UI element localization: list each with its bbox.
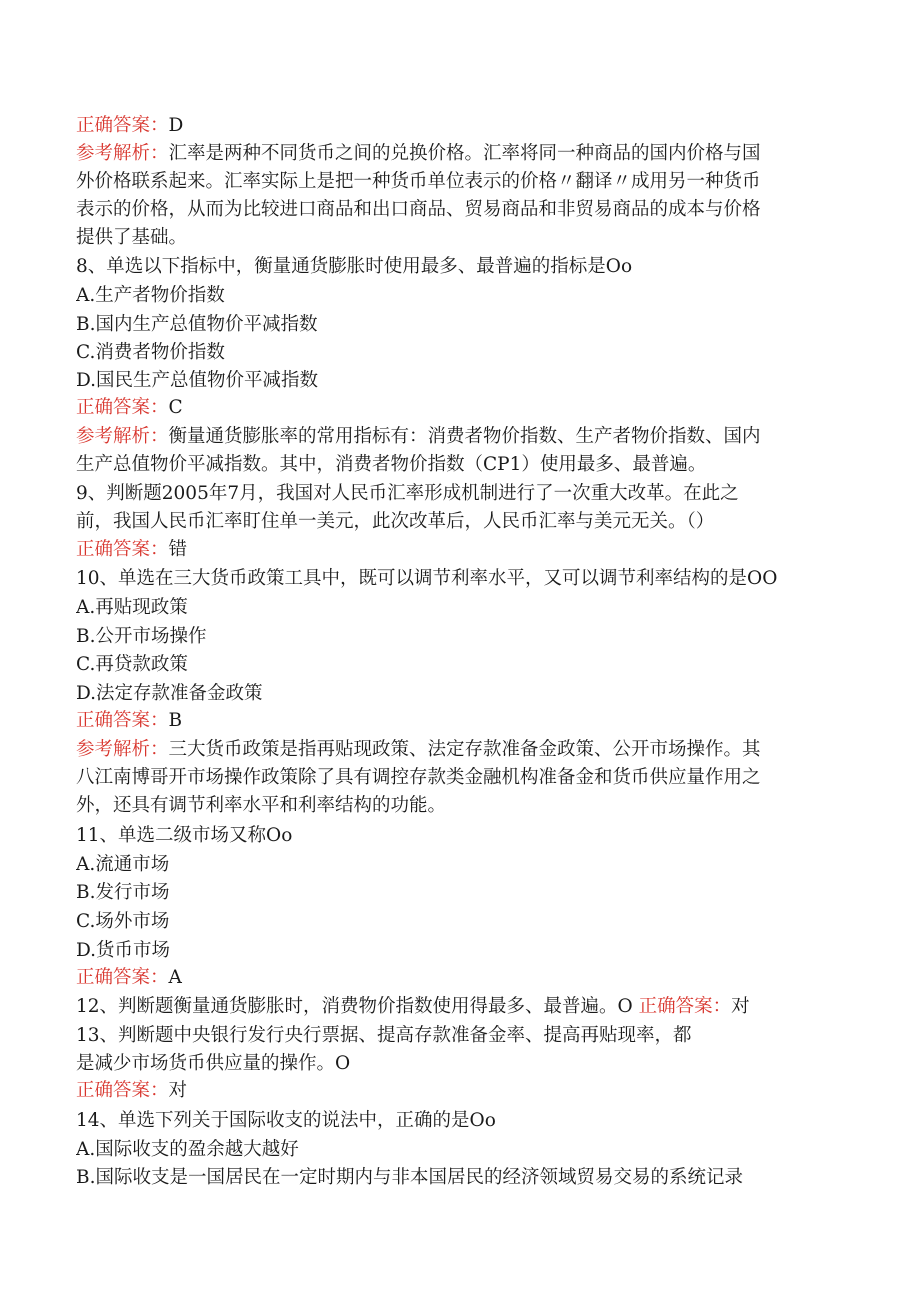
analysis-text: 三大货币政策是指再贴现政策、法定存款准备金政策、公开市场操作。其	[168, 739, 761, 760]
question-stem: 9、判断题2005年7月，我国对人民币汇率形成机制进行了一次重大改革。在此之	[76, 483, 739, 504]
answer-label: 正确答案：	[76, 397, 169, 418]
analysis-text: 外，还具有调节利率水平和利率结构的功能。	[76, 795, 447, 816]
question-stem: 前，我国人民币汇率盯住单一美元，此次改革后，人民币汇率与美元无关。（）	[76, 511, 715, 532]
option-a: A.国际收支的盈余越大越好	[76, 1139, 299, 1160]
answer-label: 正确答案：	[76, 539, 169, 560]
analysis-label: 参考解析：	[76, 739, 169, 760]
option-a: A.再贴现政策	[76, 597, 188, 618]
analysis-text: 汇率是两种不同货币之间的兑换价格。汇率将同一种商品的国内价格与国	[168, 143, 761, 164]
question-stem: 8、单选以下指标中，衡量通货膨胀时使用最多、最普遍的指标是Oo	[76, 256, 633, 277]
question-with-answer	[76, 993, 856, 1021]
answer-label: 正确答案：	[638, 996, 732, 1017]
analysis-text: 衡量通货膨胀率的常用指标有：消费者物价指数、生产者物价指数、国内	[168, 426, 761, 447]
answer-line	[76, 112, 856, 140]
analysis-line	[76, 736, 856, 764]
analysis-text: 提供了基础。	[76, 227, 188, 248]
analysis-line	[76, 140, 856, 168]
answer-line	[76, 394, 856, 422]
option-d: D.法定存款准备金政策	[76, 683, 263, 704]
option-c: C.场外市场	[76, 911, 170, 932]
analysis-text: 外价格联系起来。汇率实际上是把一种货币单位表示的价格〃翻译〃成用另一种货币	[76, 171, 761, 192]
answer-line	[76, 964, 856, 992]
answer-label: 正确答案：	[76, 1080, 169, 1101]
option-b: B.国内生产总值物价平减指数	[76, 314, 318, 335]
answer-value: 错	[168, 539, 188, 560]
analysis-text: 生产总值物价平减指数。其中，消费者物价指数（CP1）使用最多、最普遍。	[76, 454, 707, 475]
option-d: D.货币市场	[76, 940, 171, 961]
answer-value: 对	[168, 1080, 188, 1101]
analysis-label: 参考解析：	[76, 143, 169, 164]
answer-label: 正确答案：	[76, 967, 169, 988]
answer-value: C	[168, 397, 183, 418]
analysis-line	[76, 423, 856, 451]
question-stem: 14、单选下列关于国际收支的说法中，正确的是Oo	[76, 1110, 496, 1131]
question-stem: 11、单选二级市场又称Oo	[76, 825, 293, 846]
option-c: C.再贷款政策	[76, 654, 188, 675]
question-stem: 是减少市场货币供应量的操作。O	[76, 1053, 351, 1074]
answer-value: B	[168, 710, 183, 731]
option-b: B.国际收支是一国居民在一定时期内与非本国居民的经济领域贸易交易的系统记录	[76, 1167, 743, 1188]
answer-value: A	[168, 967, 182, 988]
answer-value: D	[168, 115, 184, 136]
question-stem: 10、单选在三大货币政策工具中，既可以调节利率水平，又可以调节利率结构的是OO	[76, 568, 778, 589]
analysis-label: 参考解析：	[76, 426, 169, 447]
answer-label: 正确答案：	[76, 115, 169, 136]
option-b: B.公开市场操作	[76, 626, 207, 647]
question-stem: 13、判断题中央银行发行央行票据、提高存款准备金率、提高再贴现率，都	[76, 1025, 692, 1046]
answer-line	[76, 707, 856, 735]
answer-line	[76, 1077, 856, 1105]
analysis-text: 八江南博哥开市场操作政策除了具有调控存款类金融机构准备金和货币供应量作用之	[76, 767, 761, 788]
option-c: C.消费者物价指数	[76, 342, 225, 363]
option-b: B.发行市场	[76, 882, 170, 903]
answer-label: 正确答案：	[76, 710, 169, 731]
option-a: A.生产者物价指数	[76, 285, 225, 306]
analysis-text: 表示的价格，从而为比较进口商品和出口商品、贸易商品和非贸易商品的成本与价格	[76, 199, 761, 220]
option-a: A.流通市场	[76, 854, 170, 875]
question-stem: 12、判断题衡量通货膨胀时，消费物价指数使用得最多、最普遍。O	[76, 996, 633, 1017]
answer-line	[76, 536, 856, 564]
option-d: D.国民生产总值物价平减指数	[76, 370, 319, 391]
answer-value: 对	[731, 996, 750, 1017]
